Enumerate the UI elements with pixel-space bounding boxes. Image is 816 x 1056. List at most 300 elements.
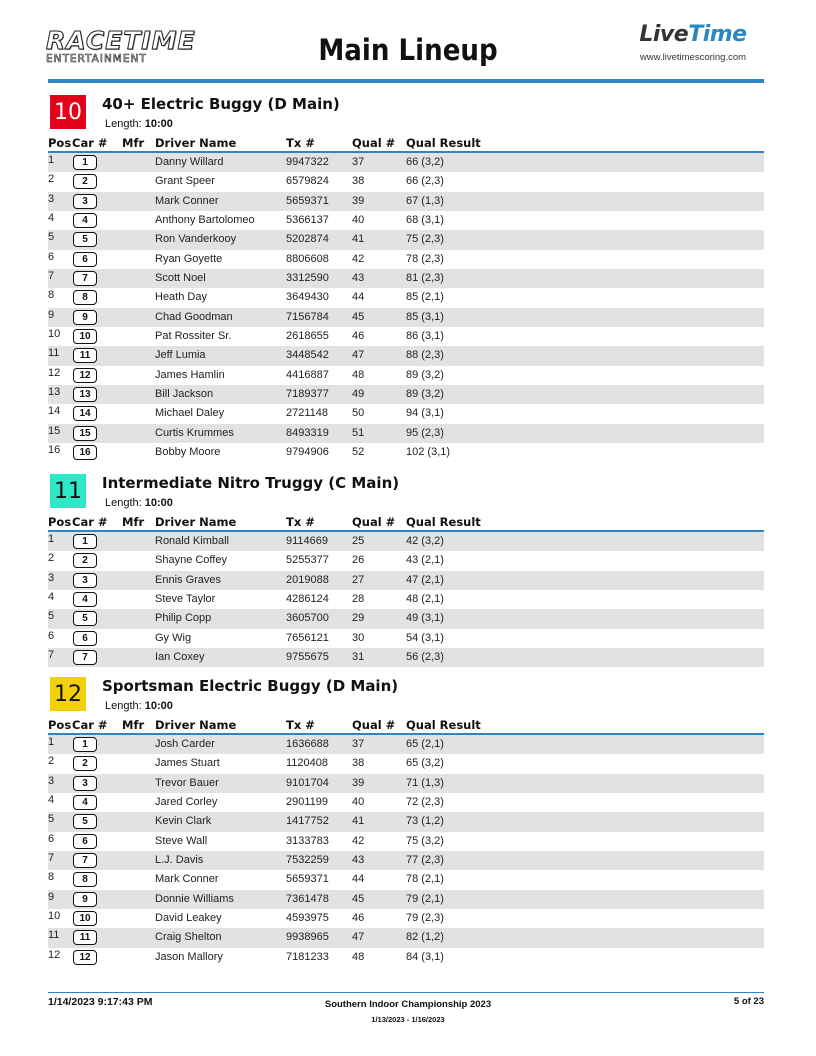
table-header bbox=[48, 136, 764, 150]
col-driver: Driver Name bbox=[155, 718, 237, 732]
car-number-box: 6 bbox=[73, 631, 97, 646]
row-qual: 45 bbox=[352, 310, 365, 323]
table-row bbox=[48, 269, 764, 288]
col-driver: Driver Name bbox=[155, 515, 237, 529]
row-qual-result: 82 (1,2) bbox=[406, 931, 444, 944]
car-number-box: 2 bbox=[73, 174, 97, 189]
livetime-logo bbox=[622, 22, 764, 63]
row-qual-result: 65 (3,2) bbox=[406, 757, 444, 770]
table-row bbox=[48, 404, 764, 423]
car-number-box: 5 bbox=[73, 611, 97, 626]
table-row bbox=[48, 211, 764, 230]
row-pos: 13 bbox=[48, 386, 61, 399]
row-pos: 5 bbox=[48, 231, 55, 244]
row-pos: 9 bbox=[48, 890, 55, 903]
race-length-label: Length: bbox=[105, 118, 142, 130]
col-car: Car # bbox=[72, 136, 108, 150]
table-row bbox=[48, 890, 764, 909]
row-pos: 8 bbox=[48, 871, 55, 884]
row-pos: 7 bbox=[48, 649, 55, 662]
footer-page-number: 5 of 23 bbox=[733, 996, 764, 1007]
table-row bbox=[48, 366, 764, 385]
row-qual: 44 bbox=[352, 873, 365, 886]
car-number-box: 8 bbox=[73, 872, 97, 887]
row-qual: 50 bbox=[352, 407, 365, 420]
row-qual: 46 bbox=[352, 330, 365, 343]
race-length bbox=[105, 118, 173, 130]
row-pos: 5 bbox=[48, 813, 55, 826]
row-qual-result: 75 (2,3) bbox=[406, 233, 444, 246]
footer-event-name: Southern Indoor Championship 2023 bbox=[324, 999, 492, 1010]
table-row bbox=[48, 192, 764, 211]
row-qual-result: 89 (3,2) bbox=[406, 368, 444, 381]
car-number-box: 14 bbox=[73, 406, 97, 421]
race-number-badge: 10 bbox=[50, 95, 86, 129]
table-row bbox=[48, 832, 764, 851]
table-row bbox=[48, 609, 764, 628]
logo-left-line1: RACETIME bbox=[46, 26, 196, 55]
row-tx: 9755675 bbox=[286, 651, 329, 664]
car-number-box: 2 bbox=[73, 756, 97, 771]
row-tx: 5202874 bbox=[286, 233, 329, 246]
col-pos: Pos bbox=[48, 718, 72, 732]
row-qual-result: 88 (2,3) bbox=[406, 349, 444, 362]
row-pos: 6 bbox=[48, 629, 55, 642]
row-tx: 4286124 bbox=[286, 593, 329, 606]
row-qual: 47 bbox=[352, 349, 365, 362]
row-qual-result: 65 (2,1) bbox=[406, 738, 444, 750]
row-qual: 29 bbox=[352, 612, 365, 625]
car-number-box: 8 bbox=[73, 290, 97, 305]
row-pos: 4 bbox=[48, 212, 55, 225]
car-number-box: 9 bbox=[73, 310, 97, 325]
col-mfr: Mfr bbox=[122, 136, 145, 150]
row-tx: 1417752 bbox=[286, 815, 329, 828]
row-driver: Philip Copp bbox=[155, 612, 212, 625]
car-number-box: 2 bbox=[73, 553, 97, 568]
car-number-box: 5 bbox=[73, 814, 97, 829]
row-qual: 31 bbox=[352, 651, 365, 664]
row-qual-result: 77 (2,3) bbox=[406, 854, 444, 867]
row-qual: 47 bbox=[352, 931, 365, 944]
row-qual-result: 85 (3,1) bbox=[406, 310, 444, 323]
row-pos: 11 bbox=[48, 347, 60, 360]
col-qual-result: Qual Result bbox=[406, 515, 481, 529]
row-tx: 7361478 bbox=[286, 892, 329, 905]
car-number-box: 4 bbox=[73, 213, 97, 228]
table-row bbox=[48, 648, 764, 667]
row-qual: 30 bbox=[352, 631, 365, 644]
table-row bbox=[48, 424, 764, 443]
row-qual: 26 bbox=[352, 554, 365, 567]
row-qual-result: 86 (3,1) bbox=[406, 330, 444, 343]
car-number-box: 15 bbox=[73, 426, 97, 441]
row-driver: Bill Jackson bbox=[155, 388, 214, 401]
row-tx: 3448542 bbox=[286, 349, 329, 362]
row-driver: Danny Willard bbox=[155, 156, 224, 168]
row-driver: Curtis Krummes bbox=[155, 426, 234, 439]
row-driver: James Stuart bbox=[155, 757, 220, 770]
table-row bbox=[48, 327, 764, 346]
row-qual: 41 bbox=[352, 233, 365, 246]
row-driver: Kevin Clark bbox=[155, 815, 212, 828]
race-length-label: Length: bbox=[105, 700, 142, 712]
table-row bbox=[48, 909, 764, 928]
table-row bbox=[48, 928, 764, 947]
row-tx: 4416887 bbox=[286, 368, 329, 381]
car-number-box: 10 bbox=[73, 329, 97, 344]
row-tx: 3133783 bbox=[286, 834, 329, 847]
table-row bbox=[48, 250, 764, 269]
row-qual-result: 81 (2,3) bbox=[406, 272, 444, 285]
col-tx: Tx # bbox=[286, 136, 315, 150]
car-number-box: 13 bbox=[73, 387, 97, 402]
table-row bbox=[48, 870, 764, 889]
col-driver: Driver Name bbox=[155, 136, 237, 150]
row-qual: 25 bbox=[352, 535, 365, 547]
race-length-value: 10:00 bbox=[144, 700, 173, 712]
row-tx: 2901199 bbox=[286, 796, 329, 809]
car-number-box: 7 bbox=[73, 650, 97, 665]
col-mfr: Mfr bbox=[122, 515, 145, 529]
row-qual-result: 73 (1,2) bbox=[406, 815, 444, 828]
livetime-brand bbox=[622, 22, 764, 48]
row-driver: Josh Carder bbox=[155, 738, 215, 750]
row-qual-result: 71 (1,3) bbox=[406, 776, 444, 789]
row-driver: Jason Mallory bbox=[155, 950, 223, 963]
row-tx: 9794906 bbox=[286, 446, 329, 459]
row-pos: 7 bbox=[48, 852, 55, 865]
col-qual: Qual # bbox=[352, 718, 396, 732]
row-qual: 40 bbox=[352, 796, 365, 809]
row-tx: 9947322 bbox=[286, 156, 329, 168]
row-driver: Scott Noel bbox=[155, 272, 206, 285]
row-tx: 1636688 bbox=[286, 738, 329, 750]
row-qual-result: 47 (2,1) bbox=[406, 573, 444, 586]
footer-event-dates: 1/13/2023 - 1/16/2023 bbox=[371, 1015, 445, 1024]
row-qual: 27 bbox=[352, 573, 365, 586]
row-pos: 3 bbox=[48, 571, 55, 584]
car-number-box: 4 bbox=[73, 592, 97, 607]
row-pos: 3 bbox=[48, 774, 55, 787]
row-pos: 5 bbox=[48, 610, 55, 623]
row-tx: 5659371 bbox=[286, 194, 329, 207]
race-number-badge: 12 bbox=[50, 677, 86, 711]
logo-left-line2: ENTERTAINMENT bbox=[46, 53, 147, 65]
row-qual: 48 bbox=[352, 368, 365, 381]
row-qual-result: 79 (2,3) bbox=[406, 912, 444, 925]
row-qual-result: 84 (3,1) bbox=[406, 950, 444, 963]
row-driver: Ennis Graves bbox=[155, 573, 222, 586]
row-qual-result: 54 (3,1) bbox=[406, 631, 444, 644]
row-driver: Craig Shelton bbox=[155, 931, 222, 944]
row-qual: 51 bbox=[352, 426, 365, 439]
row-tx: 7189377 bbox=[286, 388, 329, 401]
row-qual: 38 bbox=[352, 757, 365, 770]
table-row bbox=[48, 629, 764, 648]
col-qual: Qual # bbox=[352, 136, 396, 150]
table-row bbox=[48, 793, 764, 812]
table-row bbox=[48, 172, 764, 191]
lineup-table bbox=[48, 153, 764, 463]
row-qual: 45 bbox=[352, 892, 365, 905]
row-qual: 38 bbox=[352, 175, 365, 188]
race-title: Intermediate Nitro Truggy (C Main) bbox=[102, 474, 400, 492]
table-row bbox=[48, 532, 764, 551]
row-pos: 2 bbox=[48, 552, 55, 565]
row-driver: Shayne Coffey bbox=[155, 554, 227, 567]
col-qual-result: Qual Result bbox=[406, 718, 481, 732]
row-pos: 6 bbox=[48, 250, 55, 263]
row-qual-result: 42 (3,2) bbox=[406, 535, 444, 547]
table-row bbox=[48, 812, 764, 831]
col-mfr: Mfr bbox=[122, 718, 145, 732]
row-qual-result: 48 (2,1) bbox=[406, 593, 444, 606]
car-number-box: 9 bbox=[73, 892, 97, 907]
brand-part2: Time bbox=[688, 22, 747, 47]
row-pos: 12 bbox=[48, 366, 61, 379]
col-qual: Qual # bbox=[352, 515, 396, 529]
row-driver: David Leakey bbox=[155, 912, 222, 925]
row-pos: 8 bbox=[48, 289, 55, 302]
row-qual-result: 66 (3,2) bbox=[406, 156, 444, 168]
row-tx: 7181233 bbox=[286, 950, 329, 963]
row-qual-result: 85 (2,1) bbox=[406, 291, 444, 304]
row-qual-result: 66 (2,3) bbox=[406, 175, 444, 188]
car-number-box: 3 bbox=[73, 776, 97, 791]
row-pos: 10 bbox=[48, 328, 61, 341]
row-pos: 1 bbox=[48, 154, 55, 166]
col-pos: Pos bbox=[48, 515, 72, 529]
race-title: Sportsman Electric Buggy (D Main) bbox=[102, 677, 399, 695]
row-driver: Grant Speer bbox=[155, 175, 215, 188]
car-number-box: 1 bbox=[73, 534, 97, 549]
car-number-box: 7 bbox=[73, 853, 97, 868]
row-tx: 5659371 bbox=[286, 873, 329, 886]
row-qual-result: 68 (3,1) bbox=[406, 214, 444, 227]
car-number-box: 7 bbox=[73, 271, 97, 286]
table-row bbox=[48, 153, 764, 172]
row-tx: 5255377 bbox=[286, 554, 329, 567]
row-pos: 11 bbox=[48, 929, 60, 942]
car-number-box: 4 bbox=[73, 795, 97, 810]
row-qual: 43 bbox=[352, 854, 365, 867]
table-row bbox=[48, 754, 764, 773]
row-pos: 1 bbox=[48, 533, 55, 545]
row-tx: 9938965 bbox=[286, 931, 329, 944]
row-tx: 3605700 bbox=[286, 612, 329, 625]
row-driver: Heath Day bbox=[155, 291, 207, 304]
car-number-box: 3 bbox=[73, 194, 97, 209]
row-tx: 7656121 bbox=[286, 631, 329, 644]
col-tx: Tx # bbox=[286, 515, 315, 529]
row-pos: 2 bbox=[48, 755, 55, 768]
race-length-value: 10:00 bbox=[144, 118, 173, 130]
table-row bbox=[48, 735, 764, 754]
table-row bbox=[48, 551, 764, 570]
row-qual: 43 bbox=[352, 272, 365, 285]
col-pos: Pos bbox=[48, 136, 72, 150]
row-pos: 7 bbox=[48, 270, 55, 283]
row-qual-result: 89 (3,2) bbox=[406, 388, 444, 401]
table-row bbox=[48, 774, 764, 793]
table-row bbox=[48, 443, 764, 462]
footer-divider bbox=[48, 992, 764, 993]
row-qual-result: 56 (2,3) bbox=[406, 651, 444, 664]
car-number-box: 3 bbox=[73, 573, 97, 588]
col-qual-result: Qual Result bbox=[406, 136, 481, 150]
row-tx: 8806608 bbox=[286, 252, 329, 265]
table-header bbox=[48, 718, 764, 732]
row-driver: Jared Corley bbox=[155, 796, 218, 809]
row-tx: 2618655 bbox=[286, 330, 329, 343]
car-number-box: 5 bbox=[73, 232, 97, 247]
row-pos: 4 bbox=[48, 794, 55, 807]
table-row bbox=[48, 230, 764, 249]
car-number-box: 12 bbox=[73, 950, 97, 965]
row-qual: 39 bbox=[352, 776, 365, 789]
row-tx: 3649430 bbox=[286, 291, 329, 304]
table-row bbox=[48, 948, 764, 967]
row-qual-result: 72 (2,3) bbox=[406, 796, 444, 809]
row-qual: 42 bbox=[352, 834, 365, 847]
row-driver: Pat Rossiter Sr. bbox=[155, 330, 232, 343]
car-number-box: 6 bbox=[73, 834, 97, 849]
row-tx: 1120408 bbox=[286, 757, 329, 770]
row-qual: 37 bbox=[352, 156, 365, 168]
table-row bbox=[48, 308, 764, 327]
table-header bbox=[48, 515, 764, 529]
car-number-box: 16 bbox=[73, 445, 97, 460]
car-number-box: 1 bbox=[73, 737, 97, 752]
row-tx: 2019088 bbox=[286, 573, 329, 586]
row-driver: James Hamlin bbox=[155, 368, 225, 381]
row-qual-result: 43 (2,1) bbox=[406, 554, 444, 567]
row-driver: Michael Daley bbox=[155, 407, 225, 420]
race-number-badge: 11 bbox=[50, 474, 86, 508]
row-pos: 10 bbox=[48, 910, 61, 923]
race-length bbox=[105, 497, 173, 509]
row-qual: 39 bbox=[352, 194, 365, 207]
row-pos: 12 bbox=[48, 948, 61, 961]
row-qual-result: 94 (3,1) bbox=[406, 407, 444, 420]
brand-part1: Live bbox=[639, 22, 689, 47]
row-tx: 8493319 bbox=[286, 426, 329, 439]
row-driver: Anthony Bartolomeo bbox=[155, 214, 255, 227]
row-pos: 6 bbox=[48, 832, 55, 845]
car-number-box: 11 bbox=[73, 930, 97, 945]
row-tx: 4593975 bbox=[286, 912, 329, 925]
footer-timestamp: 1/14/2023 9:17:43 PM bbox=[48, 996, 153, 1008]
car-number-box: 12 bbox=[73, 368, 97, 383]
page-title: Main Lineup bbox=[318, 33, 498, 67]
row-qual: 42 bbox=[352, 252, 365, 265]
row-pos: 15 bbox=[48, 424, 61, 437]
row-qual: 41 bbox=[352, 815, 365, 828]
row-qual-result: 95 (2,3) bbox=[406, 426, 444, 439]
livetime-url: www.livetimescoring.com bbox=[639, 52, 747, 63]
row-qual: 49 bbox=[352, 388, 365, 401]
row-tx: 6579824 bbox=[286, 175, 329, 188]
car-number-box: 11 bbox=[73, 348, 97, 363]
row-driver: Steve Wall bbox=[155, 834, 208, 847]
row-tx: 3312590 bbox=[286, 272, 329, 285]
row-qual-result: 49 (3,1) bbox=[406, 612, 444, 625]
row-driver: Chad Goodman bbox=[155, 310, 233, 323]
row-driver: Mark Conner bbox=[155, 873, 219, 886]
row-driver: Steve Taylor bbox=[155, 593, 216, 606]
row-pos: 2 bbox=[48, 173, 55, 186]
row-tx: 9114669 bbox=[286, 535, 329, 547]
col-tx: Tx # bbox=[286, 718, 315, 732]
table-row bbox=[48, 590, 764, 609]
row-driver: Bobby Moore bbox=[155, 446, 221, 459]
race-length-value: 10:00 bbox=[144, 497, 173, 509]
row-tx: 7156784 bbox=[286, 310, 329, 323]
row-driver: L.J. Davis bbox=[155, 854, 204, 867]
row-qual: 48 bbox=[352, 950, 365, 963]
row-pos: 14 bbox=[48, 405, 61, 418]
car-number-box: 1 bbox=[73, 155, 97, 170]
row-pos: 9 bbox=[48, 308, 55, 321]
row-tx: 7532259 bbox=[286, 854, 329, 867]
race-title: 40+ Electric Buggy (D Main) bbox=[102, 95, 340, 113]
table-row bbox=[48, 346, 764, 365]
header-divider bbox=[48, 79, 764, 83]
row-driver: Jeff Lumia bbox=[155, 349, 206, 362]
lineup-table bbox=[48, 532, 764, 667]
row-qual: 44 bbox=[352, 291, 365, 304]
lineup-table bbox=[48, 735, 764, 967]
table-row bbox=[48, 571, 764, 590]
row-pos: 4 bbox=[48, 591, 55, 604]
row-tx: 9101704 bbox=[286, 776, 329, 789]
row-driver: Ryan Goyette bbox=[155, 252, 223, 265]
table-row bbox=[48, 385, 764, 404]
col-car: Car # bbox=[72, 515, 108, 529]
row-qual-result: 78 (2,3) bbox=[406, 252, 444, 265]
row-qual: 46 bbox=[352, 912, 365, 925]
table-row bbox=[48, 288, 764, 307]
row-qual-result: 102 (3,1) bbox=[406, 446, 451, 459]
row-driver: Gy Wig bbox=[155, 631, 192, 644]
row-tx: 2721148 bbox=[286, 407, 329, 420]
row-driver: Ronald Kimball bbox=[155, 535, 229, 547]
row-qual: 52 bbox=[352, 446, 365, 459]
race-length bbox=[105, 700, 173, 712]
row-qual-result: 78 (2,1) bbox=[406, 873, 444, 886]
row-qual-result: 75 (3,2) bbox=[406, 834, 444, 847]
row-driver: Ron Vanderkooy bbox=[155, 233, 237, 246]
race-length-label: Length: bbox=[105, 497, 142, 509]
row-driver: Mark Conner bbox=[155, 194, 219, 207]
row-qual: 37 bbox=[352, 738, 365, 750]
row-driver: Donnie Williams bbox=[155, 892, 234, 905]
row-tx: 5366137 bbox=[286, 214, 329, 227]
row-driver: Ian Coxey bbox=[155, 651, 205, 664]
row-qual: 28 bbox=[352, 593, 365, 606]
row-pos: 16 bbox=[48, 444, 61, 457]
table-row bbox=[48, 851, 764, 870]
car-number-box: 6 bbox=[73, 252, 97, 267]
row-driver: Trevor Bauer bbox=[155, 776, 219, 789]
row-pos: 1 bbox=[48, 736, 55, 748]
car-number-box: 10 bbox=[73, 911, 97, 926]
col-car: Car # bbox=[72, 718, 108, 732]
row-qual-result: 79 (2,1) bbox=[406, 892, 444, 905]
row-qual-result: 67 (1,3) bbox=[406, 194, 444, 207]
row-qual: 40 bbox=[352, 214, 365, 227]
